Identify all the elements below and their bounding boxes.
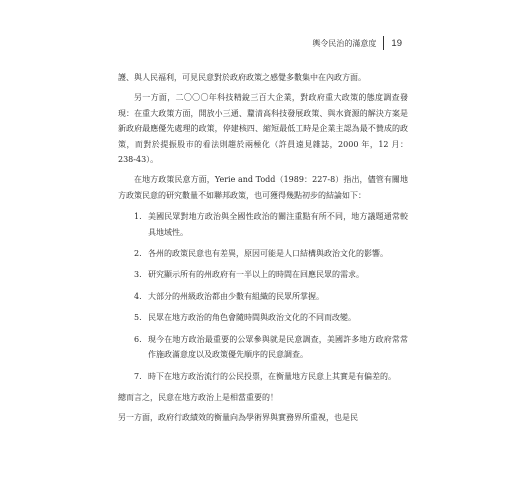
paragraph-local-policy-intro: 在地方政策民意方面，Yerie and Todd（1989：227-8）指出，儘管有關地方政策民意的研究數量不如聯邦政策，也可獲得幾點初步的結論如下： — [118, 175, 408, 200]
list-item-number: 3. — [134, 270, 142, 280]
paragraph-summary: 總而言之，民意在地方政治上是相當重要的！ — [118, 392, 278, 402]
list-item-text: 各州的政策民意也有差異，原因可能是人口結構與政治文化的影響。 — [148, 249, 388, 259]
running-header — [312, 36, 402, 50]
list-item — [134, 310, 408, 325]
conclusions-list — [118, 209, 408, 384]
list-item-text: 研究顯示所有的州政府有一半以上的時間在回應民眾的需求。 — [148, 270, 364, 280]
list-item-number: 1. — [134, 212, 142, 222]
list-item-number: 6. — [134, 334, 142, 344]
paragraph-performance: 另一方面，政府行政績效的衡量向為學術界與實務界所重視，也是民 — [118, 413, 358, 423]
list-item-text: 時下在地方政治流行的公民投票，在衡量地方民意上其實是有偏差的。 — [148, 371, 396, 381]
list-item — [134, 369, 408, 384]
list-item-number: 5. — [134, 313, 142, 323]
body-text — [118, 70, 408, 431]
list-item — [134, 289, 408, 304]
running-title: 輿令民治的滿意度 — [312, 38, 377, 48]
list-item-number: 4. — [134, 291, 142, 301]
list-item-text: 民眾在地方政治的角色會隨時間與政治文化的不同而改變。 — [148, 313, 356, 323]
paragraph-continuation: 護、與人民福利，可見民意對於政府政策之感覺多數集中在內政方面。 — [118, 73, 366, 82]
list-item-text: 大部分的州級政治都由少數有組織的民眾所掌握。 — [148, 291, 324, 301]
list-item-number: 7. — [134, 371, 142, 381]
list-item — [134, 332, 408, 363]
list-item-number: 2. — [134, 249, 142, 259]
list-item-text: 美國民眾對地方政治與全國性政治的關注重點有所不同，地方議題通常較具地域性。 — [148, 212, 408, 237]
paragraph-enterprise-survey: 另一方面，二〇〇〇年科技精銳三百大企業，對政府重大政策的態度調查發現：在重大政策方面，開放小三通、釐清高科技發展政策、與水資源的解決方案是新政府最應優先處理的政策，停建核四、縮短最低工時是企業主認為最不贊成的政策，而對於提振股市的看法則趨於兩極化（許員遠見雜誌，2000 年，12 月：238-43）。 — [118, 93, 408, 165]
page-number: 19 — [391, 37, 402, 49]
list-item — [134, 267, 408, 282]
list-item — [134, 246, 408, 261]
list-item-text: 現今在地方政治最重要的公眾參與就是民意調查，美國許多地方政府常常作施政滿意度以及政策優先順序的民意調查。 — [148, 334, 408, 360]
header-divider — [383, 36, 384, 50]
list-item — [134, 209, 408, 240]
